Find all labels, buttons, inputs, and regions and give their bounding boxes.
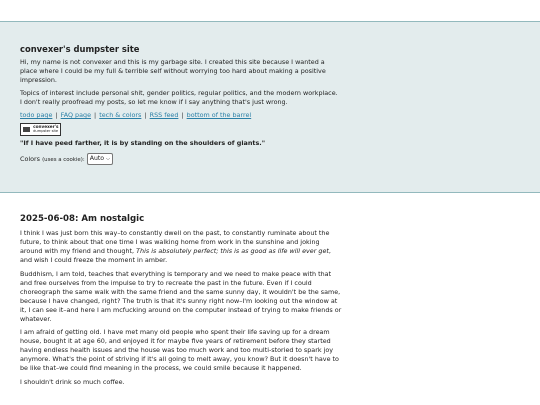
intro-text: Hi, my name is not convexer and this is my garbage site. I created this site because I wanted a place where I could be my full & terrible self without worrying too hard about making a positive impression. (20, 57, 326, 85)
colors-note: (uses a cookie): (42, 157, 85, 164)
site-title: convexer's dumpster site (20, 44, 140, 54)
post-paragraph-3: I am afraid of getting old. I have met many old people who spent their life saving up for a dream house, bought it at age 60, and enjoyed it for maybe five years of retirement before they started having endless health issues and the house was too much work and too multi-storied to spark joy anymore. What's the point of striving if it's all going to melt away, you know? But it doesn't have to be like that–we could find meaning in the process, we could smile because it happened. (20, 328, 339, 373)
bottom-of-barrel-link[interactable]: bottom of the barrel (186, 111, 252, 120)
tech-colors-link[interactable]: tech & colors (99, 111, 142, 120)
badge-line2: dumpster site (33, 129, 59, 134)
link-separator: | (144, 111, 147, 120)
todo-page-link[interactable]: todo page (20, 111, 53, 120)
colors-select[interactable] (87, 153, 113, 165)
nav-links (20, 111, 340, 120)
post-paragraph-2: Buddhism, I am told, teaches that everything is temporary and we need to make peace with that and free ourselves from the impulse to try to recreate the past in the future. Even if I could choreograph the same walk with the same friend and the same sunny day, it wouldn't be the same, because I have changed, right? The truth is that it's sunny right now–I'm looking out the window at it, I can see it–and here I am mcfucking around on the computer instead of trying to make friends or whatever. (20, 269, 342, 324)
link-separator: | (94, 111, 97, 120)
p1-text-b: , and wish I could freeze the moment in amber. (20, 247, 331, 265)
post-paragraph-4: I shouldn't drink so much coffee. (20, 377, 125, 386)
site-header (0, 21, 540, 193)
colors-setting (20, 153, 340, 165)
badge-line1: convexer's (33, 124, 59, 130)
rss-feed-link[interactable]: RSS feed (149, 111, 179, 120)
badge-text (33, 125, 58, 134)
faq-page-link[interactable]: FAQ page (60, 111, 91, 120)
link-separator: | (55, 111, 58, 120)
topics-text: Topics of interest include personal shit, gender politics, regular politics, and the modern workplace. I don't really proofread my posts, so let me know if I say anything that's just wrong. (20, 89, 338, 107)
blog-post (20, 214, 342, 391)
post-paragraph-1 (20, 229, 342, 265)
p1-text-a: I think I was just born this way–to constantly dwell on the past, to constantly ruminate about the future, to think about that one time I was walking home from work in the sunshine and joking around with my friend and thought, (20, 229, 330, 256)
header-content (20, 44, 340, 165)
colors-select-value: Auto (89, 155, 105, 163)
link-separator: | (181, 111, 184, 120)
post-title: 2025-06-08: Am nostalgic (20, 214, 145, 224)
colors-label: Colors (20, 155, 41, 164)
p1-emphasis: This is absolutely perfect; this is as good as life will ever get (136, 247, 329, 256)
chevron-down-icon: ⌵ (106, 156, 110, 163)
site-badge[interactable] (20, 123, 61, 136)
site-quote: "If I have peed farther, it is by standing on the shoulders of giants." (20, 139, 266, 148)
badge-icon (23, 127, 30, 132)
